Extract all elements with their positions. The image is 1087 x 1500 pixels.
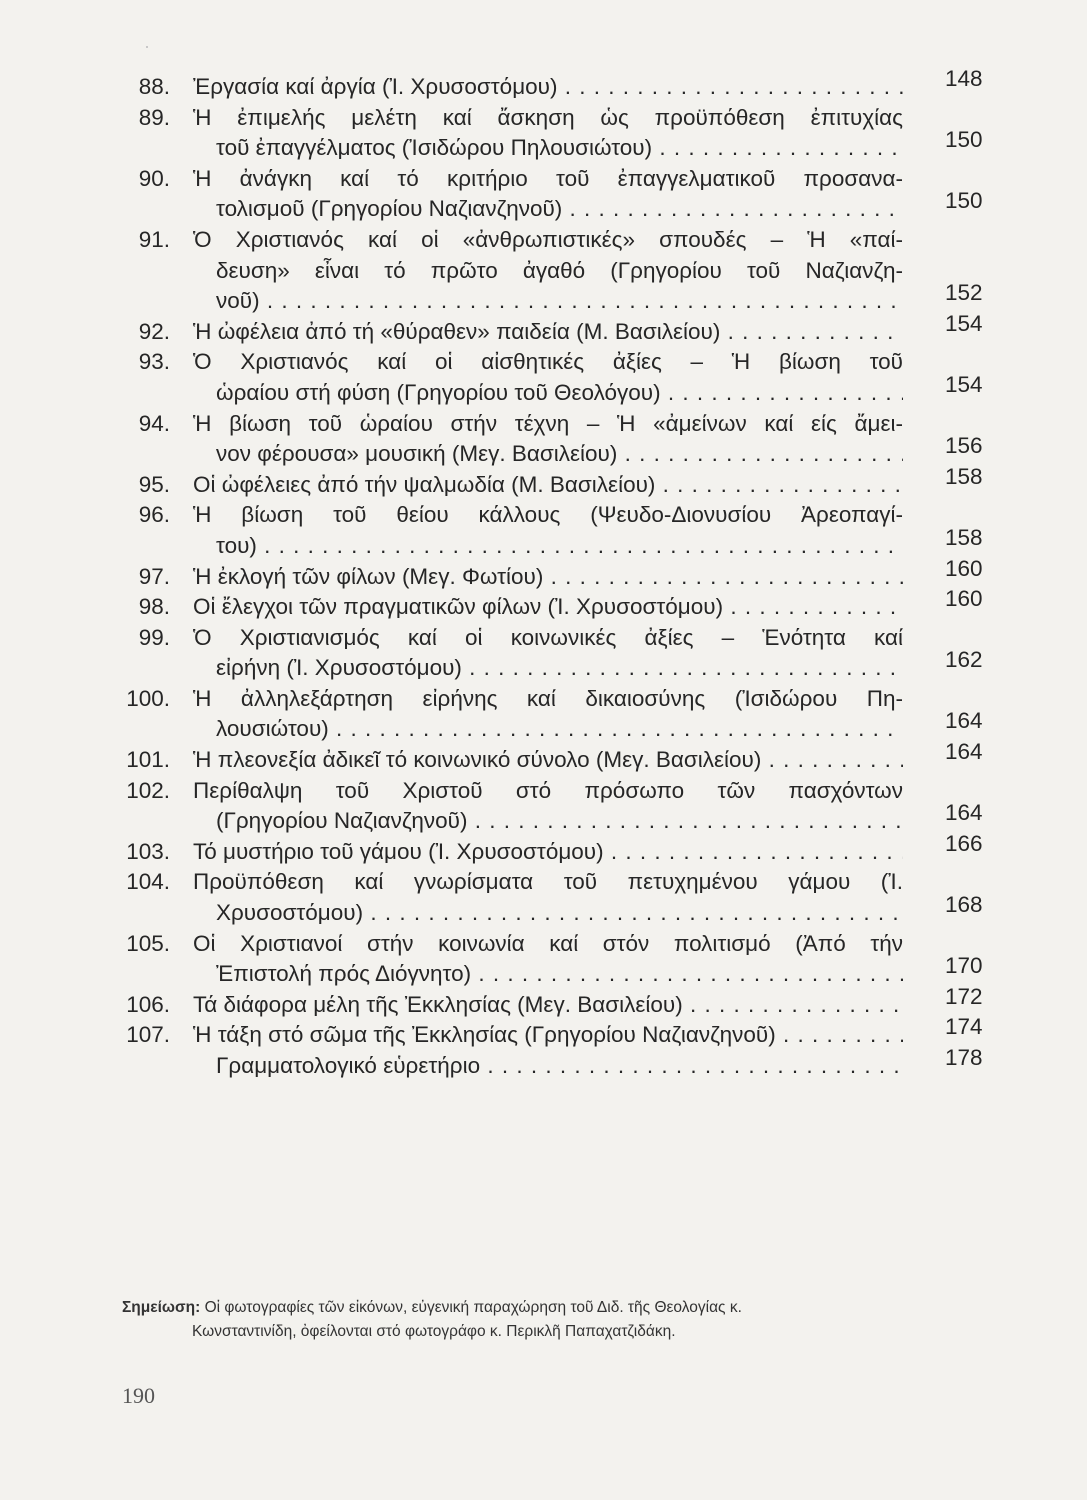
toc-entry-number: 94. bbox=[138, 410, 170, 436]
toc-entry-title: νον φέρουσα» μουσική (Μεγ. Βασιλείου) . . . bbox=[216, 439, 903, 470]
toc-page-number: 164 bbox=[945, 739, 983, 765]
toc-line bbox=[0, 103, 1087, 134]
toc-line bbox=[0, 256, 1087, 287]
toc-entry-number: 104. bbox=[126, 869, 170, 895]
toc-line bbox=[0, 164, 1087, 195]
toc-entry-number: 101. bbox=[126, 747, 170, 773]
toc-entry bbox=[0, 103, 1087, 164]
toc-line bbox=[0, 1045, 1087, 1082]
toc-line bbox=[0, 830, 1087, 868]
toc-entry-number: 91. bbox=[138, 226, 170, 252]
toc-entry-title: Ὁ Χριστιανισμός καί οἱ κοινωνικές ἀξίες – Ἑνότητα καί bbox=[193, 624, 903, 650]
toc-entry-title: εἰρήνη (Ἰ. Χρυσοστόμου) . . . bbox=[216, 653, 903, 684]
toc-entry bbox=[0, 164, 1087, 225]
toc-entry-title: του) . . . bbox=[216, 531, 903, 562]
toc-entry bbox=[0, 463, 1087, 501]
toc-line bbox=[0, 953, 1087, 990]
toc-entry-number: 102. bbox=[126, 777, 170, 803]
toc-entry bbox=[0, 555, 1087, 593]
toc-page-number: 156 bbox=[945, 433, 983, 459]
toc-line bbox=[0, 347, 1087, 378]
toc-entry-title: Τό μυστήριο τοῦ γάμου (Ἰ. Χρυσοστόμου) . . . bbox=[193, 837, 903, 868]
toc-line bbox=[0, 892, 1087, 929]
note-text-line1: Οἱ φωτογραφίες τῶν εἰκόνων, εὐγενική παραχώρηση τοῦ Διδ. τῆς Θεολογίας κ. bbox=[204, 1299, 742, 1316]
toc-page-number: 164 bbox=[945, 708, 983, 734]
toc-page-number: 168 bbox=[945, 892, 983, 918]
toc-entry-title: Ἐργασία καί ἀργία (Ἰ. Χρυσοστόμου) . . . bbox=[193, 72, 903, 103]
toc-entry-title: Ἡ ὠφέλεια ἀπό τή «θύραθεν» παιδεία (Μ. Βασιλείου) . . . bbox=[193, 317, 903, 348]
toc-entry bbox=[0, 347, 1087, 408]
toc-line bbox=[0, 929, 1087, 960]
toc-page-number: 158 bbox=[945, 463, 983, 489]
toc-page-number: 152 bbox=[945, 280, 983, 306]
toc-entry-number: 96. bbox=[138, 502, 170, 528]
toc-entry-number: 103. bbox=[126, 838, 170, 864]
toc-entry bbox=[0, 867, 1087, 928]
toc-entry bbox=[0, 1045, 1087, 1082]
toc-page-number: 170 bbox=[945, 953, 983, 979]
toc-page-number: 160 bbox=[945, 586, 983, 612]
toc-page-number: 174 bbox=[945, 1014, 983, 1040]
toc-line bbox=[0, 66, 1087, 103]
toc-page-number: 154 bbox=[945, 310, 983, 336]
toc-entry-number: 95. bbox=[138, 471, 170, 497]
toc-line bbox=[0, 647, 1087, 684]
toc-entry-title: Ἐπιστολή πρός Διόγνητο) . . . bbox=[216, 959, 903, 990]
toc-entry-number: 105. bbox=[126, 930, 170, 956]
toc-entry-number: 107. bbox=[126, 1022, 170, 1048]
toc-page-number: 150 bbox=[945, 127, 983, 153]
toc-line bbox=[0, 623, 1087, 654]
toc-entry-title: τολισμοῦ (Γρηγορίου Ναζιανζηνοῦ) . . . bbox=[216, 194, 903, 225]
toc-line bbox=[0, 739, 1087, 776]
toc-line bbox=[0, 586, 1087, 623]
toc-page-number: 150 bbox=[945, 188, 983, 214]
toc-line bbox=[0, 463, 1087, 501]
toc-entry-title: Ἡ ἐκλογή τῶν φίλων (Μεγ. Φωτίου) . . . bbox=[193, 562, 903, 593]
toc-line bbox=[0, 127, 1087, 164]
toc-line bbox=[0, 409, 1087, 440]
toc-line bbox=[0, 776, 1087, 807]
toc-line bbox=[0, 225, 1087, 256]
toc-line bbox=[0, 310, 1087, 348]
toc-entry-title: Οἱ ἔλεγχοι τῶν πραγματικῶν φίλων (Ἰ. Χρυσοστόμου) . . . bbox=[193, 592, 903, 623]
toc-entry bbox=[0, 66, 1087, 103]
toc-entry-title: Τά διάφορα μέλη τῆς Ἐκκλησίας (Μεγ. Βασιλείου) . . . bbox=[193, 990, 903, 1021]
toc-line bbox=[0, 1014, 1087, 1051]
toc-entry bbox=[0, 623, 1087, 684]
toc-line bbox=[0, 555, 1087, 593]
toc-entry-title: νοῦ) . . . bbox=[216, 286, 903, 317]
toc-entry-title: Ὁ Χριστιανός καί οἱ αἰσθητικές ἀξίες – Ἡ βίωση τοῦ bbox=[193, 349, 903, 375]
toc-page-number: 160 bbox=[945, 555, 983, 581]
toc-entry-title: Ἡ ἀλληλεξάρτηση εἰρήνης καί δικαιοσύνης (Ἰσιδώρου Πη- bbox=[193, 685, 903, 711]
toc-line bbox=[0, 708, 1087, 745]
toc-entry-number: 88. bbox=[138, 74, 170, 99]
toc-entry-title: Ἡ βίωση τοῦ ὡραίου στήν τέχνη – Ἡ «ἀμείνων καί είς ἄμει- bbox=[193, 410, 903, 436]
toc-entry-title: ὡραίου στή φύση (Γρηγορίου τοῦ Θεολόγου) . . . bbox=[216, 378, 903, 409]
toc-page-number: 172 bbox=[945, 983, 983, 1009]
page-number: 190 bbox=[122, 1383, 155, 1408]
toc-line bbox=[0, 433, 1087, 470]
toc-entry-title: Ἡ πλεονεξία ἀδικεῖ τό κοινωνικό σύνολο (Μεγ. Βασιλείου) . . . bbox=[193, 745, 903, 776]
toc-entry-title: τοῦ ἐπαγγέλματος (Ἰσιδώρου Πηλουσιώτου) . . . bbox=[216, 133, 903, 164]
paper-speck bbox=[146, 46, 148, 48]
toc-entry bbox=[0, 409, 1087, 470]
footnote bbox=[122, 1296, 1012, 1344]
toc-page-number: 178 bbox=[945, 1045, 983, 1070]
toc-entry-number: 89. bbox=[138, 104, 170, 130]
toc-entry bbox=[0, 739, 1087, 776]
toc-entry bbox=[0, 500, 1087, 561]
note-text-line2: Κωνσταντινίδη, ὀφείλονται στό φωτογράφο κ. Περικλῆ Παπαχατζιδάκη. bbox=[192, 1323, 676, 1340]
toc-entry-number: 106. bbox=[126, 991, 170, 1017]
toc-page-number: 162 bbox=[945, 647, 983, 673]
toc-line bbox=[0, 280, 1087, 317]
toc-entry-number: 97. bbox=[138, 563, 170, 589]
toc-page-number: 148 bbox=[945, 66, 983, 91]
toc-entry-title: Ἡ ἀνάγκη καί τό κριτήριο τοῦ ἐπαγγελματικοῦ προσανα- bbox=[193, 165, 903, 191]
toc-line bbox=[0, 500, 1087, 531]
toc-entry-title: Ἡ βίωση τοῦ θείου κάλλους (Ψευδο-Διονυσίου Ἀρεοπαγί- bbox=[193, 502, 903, 528]
toc-entry bbox=[0, 1014, 1087, 1051]
toc-entry bbox=[0, 830, 1087, 868]
toc-entry-title: Προϋπόθεση καί γνωρίσματα τοῦ πετυχημένου γάμου (Ἰ. bbox=[193, 869, 903, 895]
toc-line bbox=[0, 684, 1087, 715]
toc-entry-title: Περίθαλψη τοῦ Χριστοῦ στό πρόσωπο τῶν πασχόντων bbox=[193, 777, 903, 803]
note-label: Σημείωση: bbox=[122, 1299, 201, 1316]
toc-entry-number: 90. bbox=[138, 165, 170, 191]
toc-line bbox=[0, 524, 1087, 562]
toc-page-number: 158 bbox=[945, 524, 983, 550]
toc-entry-title: λουσιώτου) . . . bbox=[216, 714, 903, 745]
toc-entry bbox=[0, 983, 1087, 1021]
toc-entry bbox=[0, 929, 1087, 990]
toc-page-number: 164 bbox=[945, 800, 983, 826]
toc-line bbox=[0, 371, 1087, 409]
toc-entry-title: Οἱ ὠφέλειες ἀπό τήν ψαλμωδία (Μ. Βασιλείου) . . . bbox=[193, 470, 903, 501]
toc-page-number: 166 bbox=[945, 830, 983, 856]
toc-entry-title: Ἡ τάξη στό σῶμα τῆς Ἐκκλησίας (Γρηγορίου Ναζιανζηνοῦ) . . . bbox=[193, 1020, 903, 1051]
toc-line bbox=[0, 983, 1087, 1021]
toc-line bbox=[0, 800, 1087, 837]
toc-entry-title: Ὁ Χριστιανός καί οἱ «ἀνθρωπιστικές» σπουδές – Ἡ «παί- bbox=[193, 226, 903, 252]
toc-line bbox=[0, 867, 1087, 898]
toc-entry bbox=[0, 225, 1087, 317]
toc-page-number: 154 bbox=[945, 371, 983, 397]
toc-entry-number: 99. bbox=[138, 624, 170, 650]
toc-entry-number: 93. bbox=[138, 349, 170, 375]
toc-entry-title: Χρυσοστόμου) . . . bbox=[216, 898, 903, 929]
toc-entry-title: Οἱ Χριστιανοί στήν κοινωνία καί στόν πολιτισμό (Ἀπό τήν bbox=[193, 930, 903, 956]
toc-entry-title: (Γρηγορίου Ναζιανζηνοῦ) . . . bbox=[216, 806, 903, 837]
toc-entry-number: 98. bbox=[138, 594, 170, 620]
toc-entry bbox=[0, 586, 1087, 623]
toc-entry-number: 92. bbox=[138, 318, 170, 344]
toc-entry bbox=[0, 310, 1087, 348]
toc-entry bbox=[0, 684, 1087, 745]
toc-line bbox=[0, 188, 1087, 225]
toc-entry-title: Ἡ ἐπιμελής μελέτη καί ἄσκηση ὡς προϋπόθεση ἐπιτυχίας bbox=[193, 104, 903, 130]
toc-entry bbox=[0, 776, 1087, 837]
toc-entry-title: Γραμματολογικό εὑρετήριο . . . bbox=[216, 1051, 903, 1082]
toc-entry-title: δευση» εἶναι τό πρῶτο ἀγαθό (Γρηγορίου τοῦ Ναζιανζη- bbox=[216, 257, 903, 283]
table-of-contents bbox=[0, 66, 1087, 1082]
toc-entry-number: 100. bbox=[126, 685, 170, 711]
